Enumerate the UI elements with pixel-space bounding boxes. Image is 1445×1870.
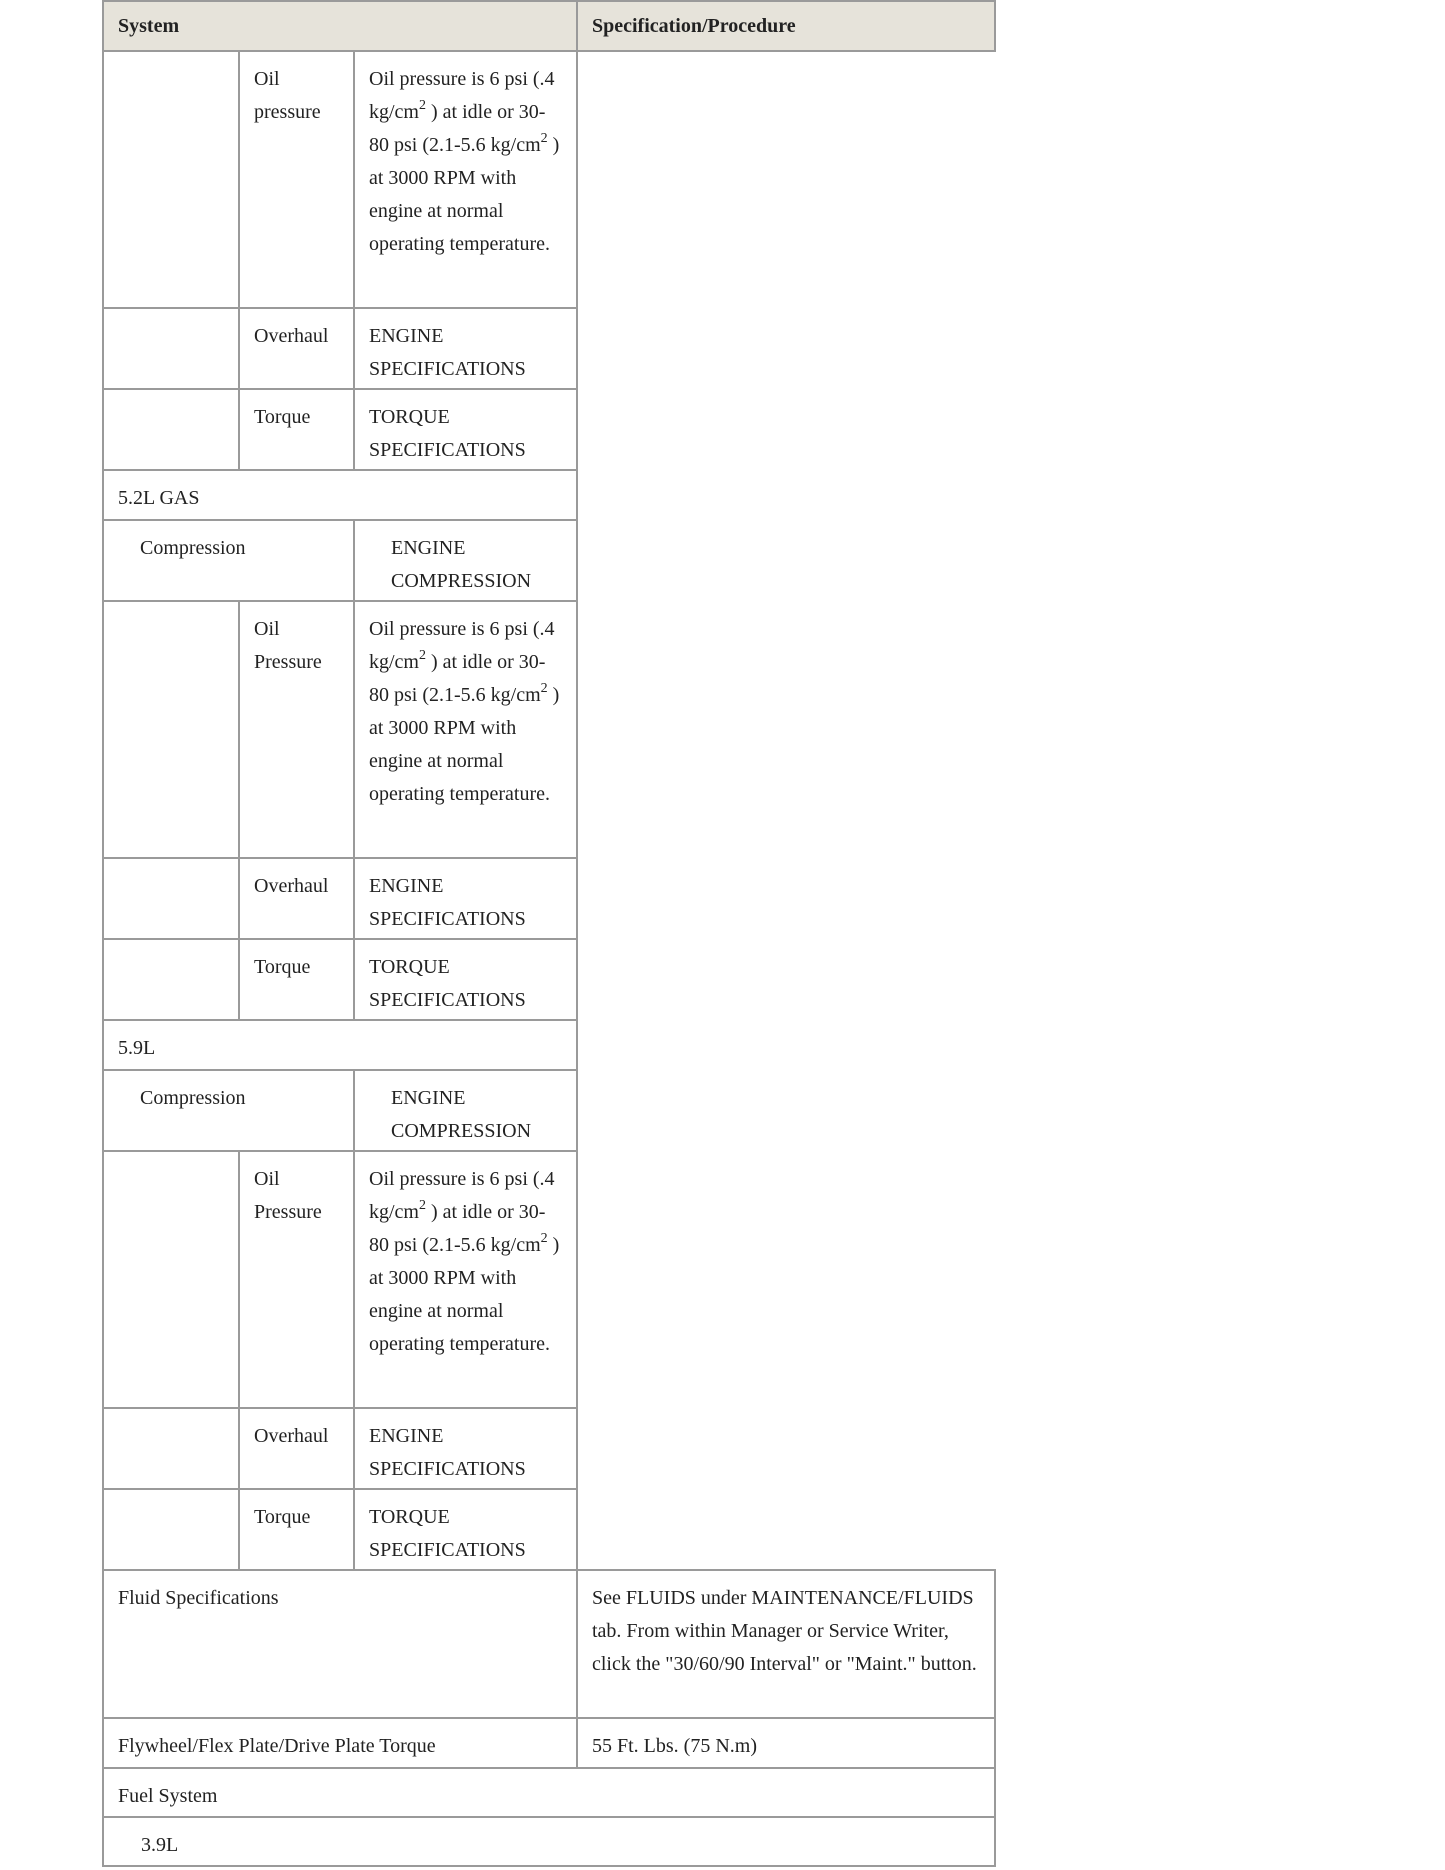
indent-cell bbox=[102, 388, 240, 471]
compression-label: Compression bbox=[102, 519, 355, 602]
indent-cell bbox=[102, 1488, 240, 1571]
oil-pressure-text-a: Oil pressure is 6 psi (.4 kg/cm bbox=[369, 618, 555, 673]
torque-label: Torque bbox=[238, 938, 355, 1021]
oil-pressure-text-c: ) at 3000 RPM with engine at normal operating temperature. bbox=[369, 684, 560, 805]
engine-52-heading: 5.2L GAS bbox=[102, 469, 578, 521]
torque-spec: TORQUE SPECIFICATIONS bbox=[353, 1488, 578, 1571]
flywheel-spec: 55 Ft. Lbs. (75 N.m) bbox=[576, 1717, 996, 1769]
fuel-system-heading: Fuel System bbox=[102, 1767, 996, 1818]
oil-pressure-text-b: ) at idle or 30-80 psi (2.1-5.6 kg/cm bbox=[369, 101, 546, 156]
superscript: 2 bbox=[419, 98, 426, 113]
fluid-spec-text: See FLUIDS under MAINTENANCE/FLUIDS tab. From within Manager or Service Writer, click the "30/60/90 Interval" or "Maint." button. bbox=[576, 1569, 996, 1719]
superscript: 2 bbox=[540, 681, 548, 696]
superscript: 2 bbox=[419, 1198, 426, 1213]
indent-cell bbox=[102, 600, 240, 859]
indent-cell bbox=[102, 857, 240, 940]
engine-59-heading: 5.9L bbox=[102, 1019, 578, 1071]
oil-pressure-label: Oil Pressure bbox=[238, 600, 355, 859]
overhaul-spec: ENGINE SPECIFICATIONS bbox=[353, 1407, 578, 1490]
indent-cell bbox=[102, 1150, 240, 1409]
fluid-spec-label: Fluid Specifications bbox=[102, 1569, 578, 1719]
torque-label: Torque bbox=[238, 1488, 355, 1571]
indent-cell bbox=[102, 307, 240, 390]
torque-spec: TORQUE SPECIFICATIONS bbox=[353, 938, 578, 1021]
oil-pressure-text-a: Oil pressure is 6 psi (.4 kg/cm bbox=[369, 68, 555, 123]
overhaul-label: Overhaul bbox=[238, 857, 355, 940]
torque-label: Torque bbox=[238, 388, 355, 471]
indent-cell bbox=[102, 938, 240, 1021]
superscript: 2 bbox=[540, 131, 548, 146]
flywheel-label: Flywheel/Flex Plate/Drive Plate Torque bbox=[102, 1717, 578, 1769]
oil-pressure-text-a: Oil pressure is 6 psi (.4 kg/cm bbox=[369, 1168, 555, 1223]
oil-pressure-text-c: ) at 3000 RPM with engine at normal operating temperature. bbox=[369, 134, 560, 255]
overhaul-spec: ENGINE SPECIFICATIONS bbox=[353, 857, 578, 940]
oil-pressure-text-c: ) at 3000 RPM with engine at normal operating temperature. bbox=[369, 1234, 560, 1355]
oil-pressure-label: Oil pressure bbox=[238, 50, 355, 309]
oil-pressure-spec bbox=[353, 50, 578, 309]
oil-pressure-text-b: ) at idle or 30-80 psi (2.1-5.6 kg/cm bbox=[369, 1201, 546, 1256]
indent-cell bbox=[102, 1407, 240, 1490]
indent-cell bbox=[102, 50, 240, 309]
overhaul-label: Overhaul bbox=[238, 307, 355, 390]
oil-pressure-label: Oil Pressure bbox=[238, 1150, 355, 1409]
oil-pressure-spec bbox=[353, 600, 578, 859]
spec-table bbox=[102, 0, 996, 1868]
torque-spec: TORQUE SPECIFICATIONS bbox=[353, 388, 578, 471]
compression-spec: ENGINE COMPRESSION bbox=[353, 1069, 578, 1152]
superscript: 2 bbox=[419, 648, 426, 663]
overhaul-spec: ENGINE SPECIFICATIONS bbox=[353, 307, 578, 390]
fuel-system-39l: 3.9L bbox=[102, 1816, 996, 1867]
compression-spec: ENGINE COMPRESSION bbox=[353, 519, 578, 602]
header-system: System bbox=[102, 0, 578, 52]
compression-label: Compression bbox=[102, 1069, 355, 1152]
header-spec: Specification/Procedure bbox=[576, 0, 996, 52]
oil-pressure-spec bbox=[353, 1150, 578, 1409]
overhaul-label: Overhaul bbox=[238, 1407, 355, 1490]
superscript: 2 bbox=[540, 1231, 548, 1246]
oil-pressure-text-b: ) at idle or 30-80 psi (2.1-5.6 kg/cm bbox=[369, 651, 546, 706]
